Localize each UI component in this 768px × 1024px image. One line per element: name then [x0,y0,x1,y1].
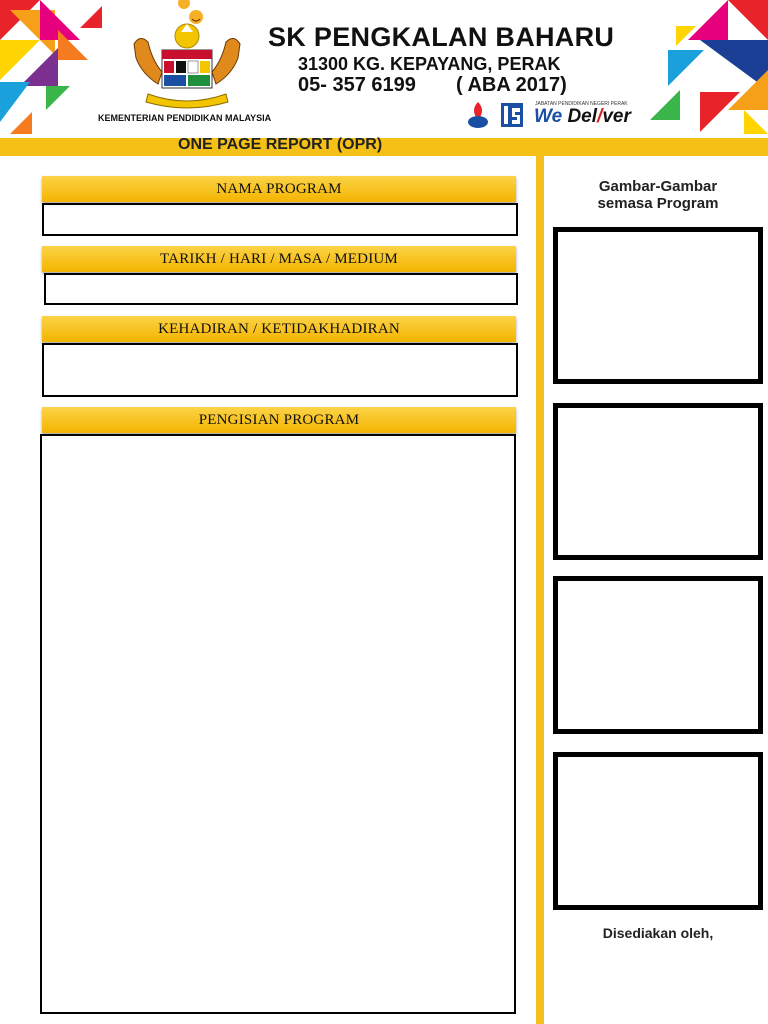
photo-slot-1[interactable] [553,227,763,384]
letterhead [0,0,768,138]
photo-slot-2[interactable] [553,403,763,560]
school-address: 31300 KG. KEPAYANG, PERAK [298,54,561,74]
school-name: SK PENGKALAN BAHARU [268,22,615,52]
section-header-kehadiran: KEHADIRAN / KETIDAKHADIRAN [42,316,516,342]
photo-slot-3[interactable] [553,576,763,734]
we-deliver-ver: ver [602,106,631,127]
state-education-logo [466,100,490,130]
school-phone: 05- 357 6199 [298,74,416,96]
photos-heading-line2: semasa Program [597,195,719,212]
report-title: ONE PAGE REPORT (OPR) [178,136,383,153]
photos-heading-line1: Gambar-Gambar [598,178,718,195]
we-deliver-logo [534,106,631,128]
section-header-tarikh: TARIKH / HARI / MASA / MEDIUM [42,246,516,272]
aba-year: ( ABA 2017) [456,74,567,96]
section-header-pengisian: PENGISIAN PROGRAM [42,407,516,433]
photos-heading [560,178,756,212]
kehadiran-field[interactable] [42,343,518,397]
emoji-icons [172,0,212,26]
pengisian-field[interactable] [40,434,516,1014]
jabatan-label: JABATAN PENDIDIKAN NEGERI PERAK [535,101,628,107]
nama-program-field[interactable] [42,203,518,236]
section-header-nama-program: NAMA PROGRAM [42,176,516,202]
vertical-divider [536,156,544,1024]
photo-slot-4[interactable] [553,752,763,910]
is-logo [500,100,524,130]
tarikh-field[interactable] [44,273,518,305]
title-bar [0,138,768,156]
prepared-by-label: Disediakan oleh, [602,925,714,941]
we-deliver-slash: / [597,106,603,127]
we-deliver-we: We [534,106,563,127]
malaysia-coat-of-arms-logo [128,14,246,110]
ministry-name: KEMENTERIAN PENDIDIKAN MALAYSIA [98,113,272,123]
we-deliver-del: Del [567,106,598,127]
